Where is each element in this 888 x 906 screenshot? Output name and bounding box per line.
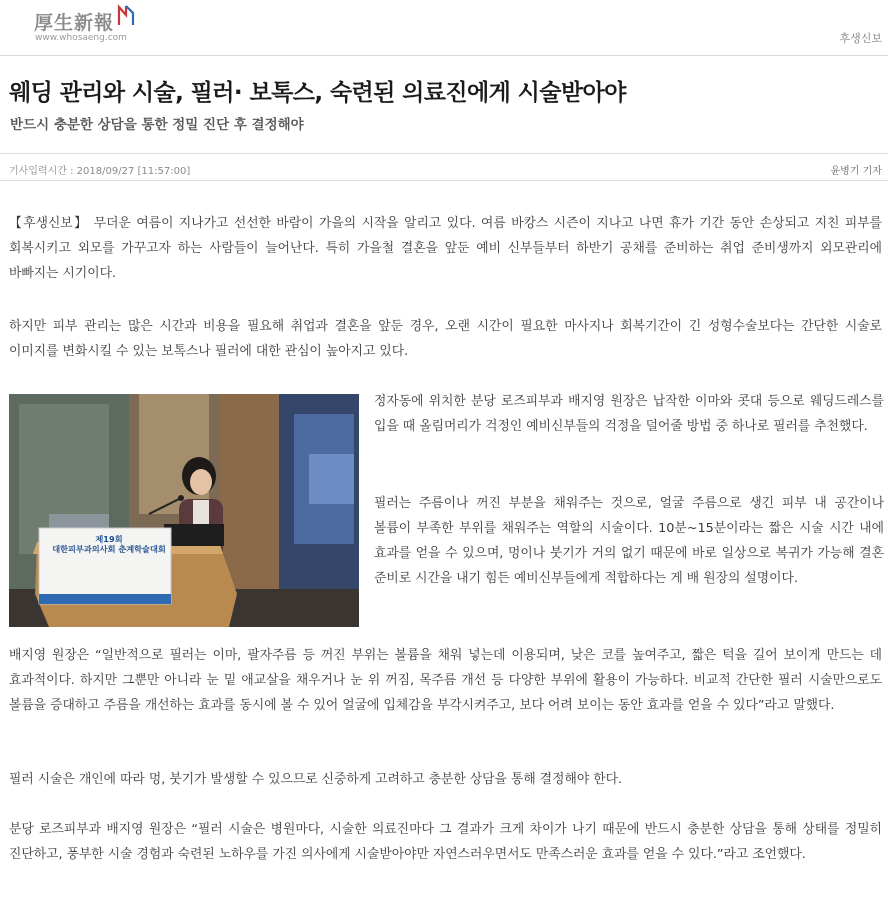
article-paragraph: 【후생신보】 무더운 여름이 지나가고 선선한 바람이 가을의 시작을 알리고 있다. 여름 바캉스 시즌이 지나고 나면 휴가 기간 동안 손상되고 지친 피부를 회복시키고 외모를 가꾸고자 하는 사람들이 늘어난다. 특히 가을철 결혼을 앞둔 예비 신부들부터 하반기 공채를 준비하는 취업 준비생까지 외모관리에 바빠지는 시기이다. bbox=[9, 216, 882, 281]
article-meta bbox=[0, 153, 888, 181]
logo-mark-icon bbox=[116, 3, 136, 27]
photo-illustration bbox=[9, 394, 359, 627]
article-paragraph: 정자동에 위치한 분당 로즈피부과 배지영 원장은 납작한 이마와 콧대 등으로 웨딩드레스를 입을 때 올림머리가 걱정인 예비신부들의 걱정을 덜어줄 방법 중 하나로 필러를 추천했다. bbox=[374, 394, 884, 434]
article-subheadline: 반드시 충분한 상담을 통한 정밀 진단 후 결정해야 bbox=[10, 117, 304, 133]
article-paragraph: 하지만 피부 관리는 많은 시간과 비용을 필요해 취업과 결혼을 앞둔 경우, 오랜 시간이 필요한 마사지나 회복기간이 긴 성형수술보다는 간단한 시술로 이미지를 변화시킬 수 있는 보톡스나 필러에 대한 관심이 높아지고 있다. bbox=[9, 319, 882, 359]
logo-url: www.whosaeng.com bbox=[35, 33, 127, 43]
article-paragraph: 필러 시술은 개인에 따라 멍, 붓기가 발생할 수 있으므로 신중하게 고려하고 충분한 상담을 통해 결정해야 한다. bbox=[9, 772, 623, 787]
article-paragraph: 분당 로즈피부과 배지영 원장은 “필러 시술은 병원마다, 시술한 의료진마다 그 결과가 크게 차이가 나기 때문에 반드시 충분한 상담을 통해 상태를 정밀히 진단하고, 풍부한 시술 경험과 숙련된 노하우를 가진 의사에게 시술받아야만 자연스러우면서도 만족스러운 효과를 얻을 수 있다.”라고 조언했다. bbox=[9, 822, 882, 862]
site-logo[interactable] bbox=[34, 4, 144, 46]
source-label: 후생신보 bbox=[839, 32, 882, 45]
article-paragraph: 배지영 원장은 “일반적으로 필러는 이마, 팔자주름 등 꺼진 부위는 볼륨을 채워 넣는데 이용되며, 낮은 코를 높여주고, 짧은 턱을 길어 보이게 만드는 데 효과적이다. 하지만 그뿐만 아니라 눈 밑 애교살을 채우거나 눈 위 꺼짐, 목주름 개선 등 다양한 부위에 활용이 가능하다. 비교적 간단한 필러 시술만으로도 볼륨을 증대하고 주름을 개선하는 효과를 동시에 볼 수 있어 얼굴에 입체감을 부각시켜주고, 보다 어려 보이는 동안 효과를 얻을 수 있다”라고 말했다. bbox=[9, 648, 882, 713]
article-paragraph: 필러는 주름이나 꺼진 부분을 채워주는 것으로, 얼굴 주름으로 생긴 피부 내 공간이나 볼륨이 부족한 부위를 채워주는 역할의 시술이다. 10분~15분이라는 짧은 시술 시간 내에 효과를 얻을 수 있으며, 멍이나 붓기가 거의 없기 때문에 바로 일상으로 복귀가 가능해 결혼 준비로 시간을 내기 힘든 예비신부들에게 적합하다는 게 배 원장의 설명이다. bbox=[374, 496, 884, 586]
photo-banner-text: 제19회 대한피부과의사회 춘계학술대회 bbox=[52, 534, 166, 554]
article-photo[interactable] bbox=[9, 394, 359, 627]
reporter-name[interactable]: 윤병기 기자 bbox=[830, 166, 882, 177]
logo-name: 厚生新報 bbox=[34, 12, 115, 34]
masthead bbox=[0, 0, 888, 56]
published-time: 기사입력시간 : 2018/09/27 [11:57:00] bbox=[9, 166, 191, 177]
article-headline: 웨딩 관리와 시술, 필러· 보톡스, 숙련된 의료진에게 시술받아야 bbox=[9, 80, 626, 106]
